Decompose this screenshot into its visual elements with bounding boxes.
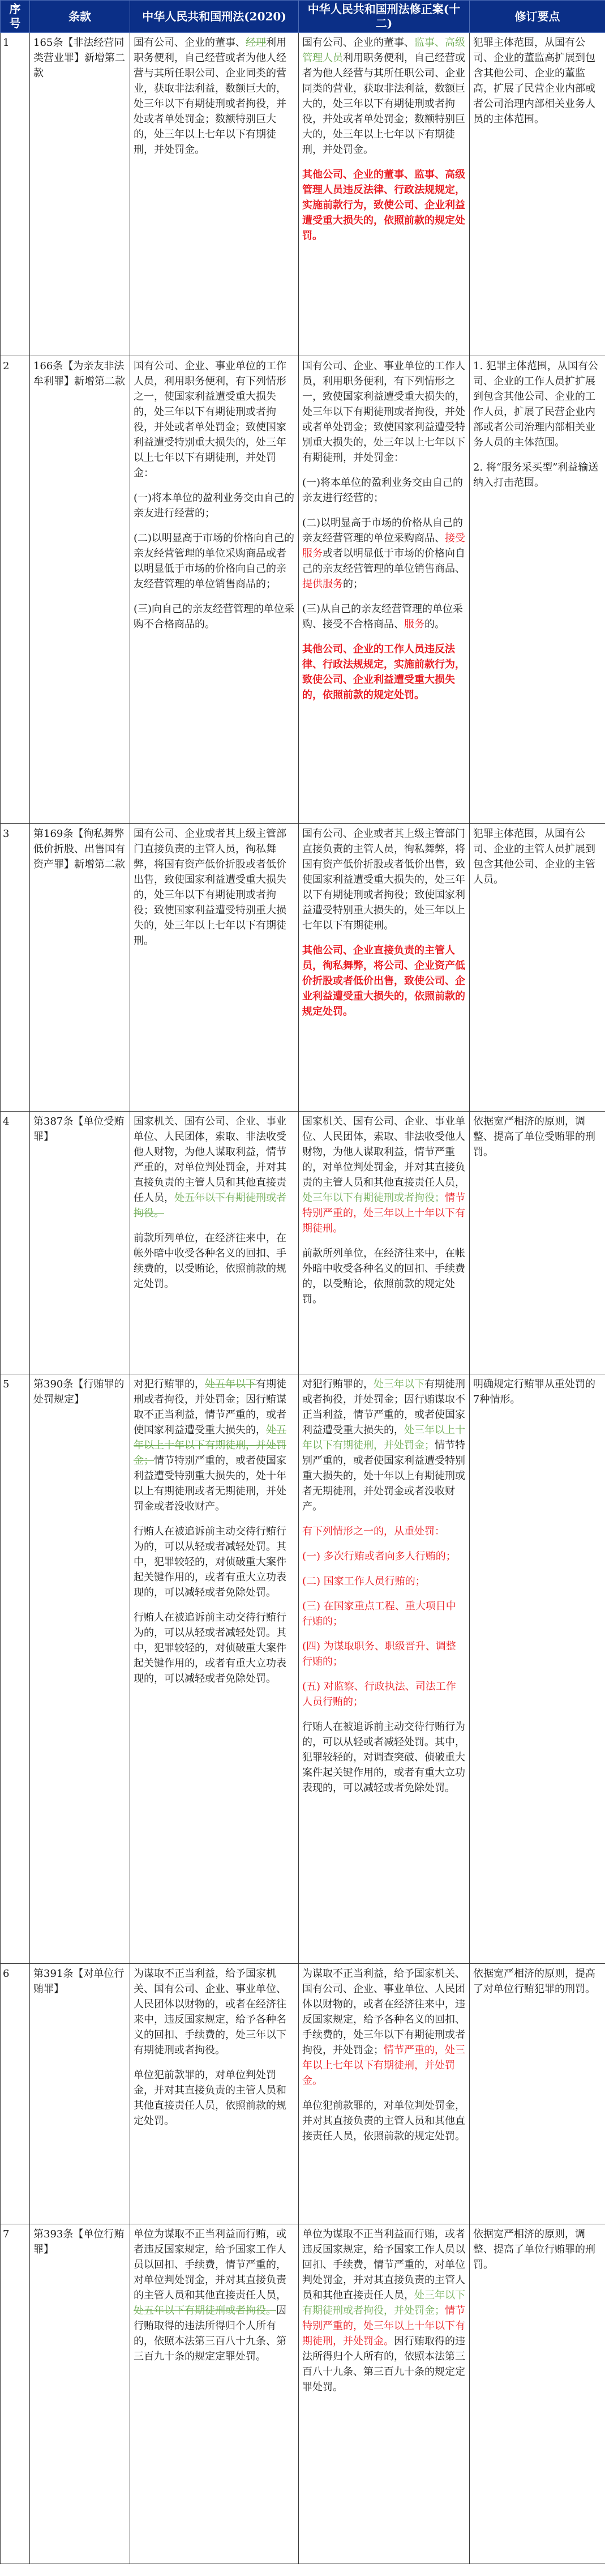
deleted-text: 处五年以下 [205,1378,256,1390]
row-article: 第391条【对单位行贿罪】 [30,1964,130,2224]
inserted-text: 情节特别严重的，处三年以上十年以下有期徒刑。 [302,1192,465,1234]
row-old-text: 国有公司、企业、事业单位的工作人员，利用职务便利，有下列情形之一，使国家利益遭受重大损失的，处三年以下有期徒刑或者拘役，并处或者单处罚金；致使国家利益遭受特别重大损失的，处三年以上七年以下有期徒刑，并处罚金： (一)将本单位的盈利业务交由自己的亲友进行经营的； (二)以明显高于市场的价格向自己的亲友经营管理的单位采购商品或者以明显低于市场的价格向自己的亲友经营管理的单位销售商品的； (三)向自己的亲友经营管理的单位采购不合格商品的。 [130,356,299,824]
row-old-text: 国有公司、企业或者其上级主管部门直接负责的主管人员，徇私舞弊，将国有资产低价折股或者低价出售，致使国家利益遭受重大损失的，处三年以下有期徒刑或者拘役；致使国家利益遭受特别重大损失的，处三年以上七年以下有期徒刑。 [130,824,299,1112]
row-seq: 5 [1,1374,30,1964]
row-old-text: 对犯行贿罪的，处五年以下有期徒刑或者拘役，并处罚金；因行贿谋取不正当利益，情节严重的，或者使国家利益遭受重大损失的，处五年以上十年以下有期徒刑，并处罚金；情节特别严重的，或者使国家利益遭受特别重大损失的，处十年以上有期徒刑或者无期徒刑，并处罚金或者没收财产。 行贿人在被追诉前主动交待行贿行为的，可以从轻或者减轻处罚。其中，犯罪较轻的，对侦破重大案件起关键作用的，或者有重大立功表现的，可以减轻或者免除处罚。 行贿人在被追诉前主动交待行贿行为的，可以从轻或者减轻处罚。其中，犯罪较轻的，对侦破重大案件起关键作用的，或者有重大立功表现的，可以减轻或者免除处罚。 [130,1374,299,1964]
header-old-law: 中华人民共和国刑法(2020) [130,1,299,33]
new-paragraph: 其他公司、企业的工作人员违反法律、行政法规规定，实施前款行为，致使公司、企业利益遭受重大损失的，依照前款的规定处罚。 [302,643,465,701]
row-old-text: 为谋取不正当利益，给予国家机关、国有公司、企业、事业单位、人民团体以财物的，或者在经济往来中，违反国家规定，给予各种名义的回扣、手续费的，处三年以下有期徒刑或者拘役。 单位犯前款罪的，对单位判处罚金，并对其直接负责的主管人员和其他直接责任人员，依照前款的规定处罚。 [130,1964,299,2224]
row-article: 第393条【单位行贿罪】 [30,2224,130,2564]
row-seq: 4 [1,1112,30,1374]
new-list-item: (三) 在国家重点工程、重大项目中行贿的； [302,1600,456,1627]
new-paragraph: 有下列情形之一的，从重处罚： [302,1526,445,1537]
row-article: 第390条【行贿罪的处罚规定】 [30,1374,130,1964]
row-points: 依据宽严相济的原则，提高了对单位行贿犯罪的刑罚。 [470,1964,605,2224]
header-article: 条款 [30,1,130,33]
deleted-text: 处五年以上十年以下有期徒刑，并处罚金； [134,1424,286,1467]
header-seq: 序号 [1,1,30,33]
inserted-text: 提供服务 [302,578,343,590]
row-new-text: 对犯行贿罪的，处三年以下有期徒刑或者拘役，并处罚金；因行贿谋取不正当利益，情节严重的，或者使国家利益遭受重大损失的，处三年以上十年以下有期徒刑，并处罚金；情节特别严重的，或者使国家利益遭受特别重大损失的，处十年以上有期徒刑或者无期徒刑，并处罚金或者没收财产。 有下列情形之一的，从重处罚： (一) 多次行贿或者向多人行贿的； (二) 国家工作人员行贿的； (三) 在国家重点工程、重大项目中行贿的； (四) 为谋取职务、职级晋升、调整行贿的； (五) 对监察、行政执法、司法工作人员行贿的； 行贿人在被追诉前主动交待行贿行为的，可以从轻或者减轻处罚。其中，犯罪较轻的，对调查突破、侦破重大案件起关键作用的，或者有重大立功表现的，可以减轻或者免除处罚。 [299,1374,470,1964]
row-article: 第387条【单位受贿罪】 [30,1112,130,1374]
row-seq: 2 [1,356,30,824]
row-seq: 1 [1,33,30,356]
new-list-item: (二) 国家工作人员行贿的； [302,1575,426,1587]
new-paragraph: 其他公司、企业的董事、监事、高级管理人员违反法律、行政法规规定，实施前款行为，致使公司、企业利益遭受重大损失的，依照前款的规定处罚。 [302,169,465,242]
row-new-text: 单位为谋取不正当利益而行贿，或者违反国家规定，给予国家工作人员以回扣、手续费，情节严重的，对单位判处罚金，并对其直接负责的主管人员和其他直接责任人员，处三年以下有期徒刑或者拘役，并处罚金；情节特别严重的，处三年以上十年以下有期徒刑，并处罚金。因行贿取得的违法所得归个人所有的，依照本法第三百八十九条、第三百九十条的规定定罪处罚。 [299,2224,470,2564]
row-new-text: 国有公司、企业、事业单位的工作人员，利用职务便利，有下列情形之一，致使国家利益遭受重大损失的，处三年以下有期徒刑或者拘役，并处或者单处罚金；致使国家利益遭受特别重大损失的，处三年以上七年以下有期徒刑，并处罚金： (一)将本单位的盈利业务交由自己的亲友进行经营的； (二)以明显高于市场的价格从自己的亲友经营管理的单位采购商品、接受服务或者以明显低于市场的价格向自己的亲友经营管理的单位销售商品、提供服务的； (三)从自己的亲友经营管理的单位采购、接受不合格商品、服务的。 其他公司、企业的工作人员违反法律、行政法规规定，实施前款行为，致使公司、企业利益遭受重大损失的，依照前款的规定处罚。 [299,356,470,824]
inserted-text: 处三年以下有期徒刑或者拘役，并处罚金； [302,2289,465,2317]
new-list-item: (五) 对监察、行政执法、司法工作人员行贿的； [302,1681,456,1708]
row-points: 明确规定行贿罪从重处罚的7种情形。 [470,1374,605,1964]
new-list-item: (一) 多次行贿或者向多人行贿的； [302,1550,456,1562]
row-old-text: 单位为谋取不正当利益而行贿，或者违反国家规定，给予国家工作人员以回扣、手续费，情节严重的，对单位判处罚金，并对其直接负责的主管人员和其他直接责任人员，处五年以下有期徒刑或者拘役。因行贿取得的违法所得归个人所有的，依照本法第三百八十九条、第三百九十条的规定定罪处罚。 [130,2224,299,2564]
row-points: 犯罪主体范围，从国有公司、企业的董监高扩展到包含其他公司、企业的董监高，扩展了民营企业内部或者公司治理内部相关业务人员的主体范围。 [470,33,605,356]
row-seq: 3 [1,824,30,1112]
deleted-text: 经理 [246,37,266,49]
row-old-text: 国家机关、国有公司、企业、事业单位、人民团体，索取、非法收受他人财物，为他人谋取利益，情节严重的，对单位判处罚金，并对其直接负责的主管人员和其他直接责任人员，处五年以下有期徒刑或者拘役。 前款所列单位，在经济往来中，在帐外暗中收受各种名义的回扣、手续费的，以受贿论，依照前款的规定处罚。 [130,1112,299,1374]
header-points: 修订要点 [470,1,605,33]
table-row [1,356,605,824]
row-seq: 7 [1,2224,30,2564]
row-new-text: 国家机关、国有公司、企业、事业单位、人民团体，索取、非法收受他人财物，为他人谋取利益，情节严重的，对单位判处罚金，并对其直接负责的主管人员和其他直接责任人员，处三年以下有期徒刑或者拘役；情节特别严重的，处三年以上十年以下有期徒刑。 前款所列单位，在经济往来中，在帐外暗中收受各种名义的回扣、手续费的，以受贿论，依照前款的规定处罚。 [299,1112,470,1374]
inserted-text: 情节严重的，处三年以上七年以下有期徒刑，并处罚金。 [302,2044,465,2087]
header-row [1,1,605,33]
row-new-text: 国有公司、企业或者其上级主管部门直接负责的主管人员，徇私舞弊，将国有资产低价折股或者低价出售，致使国家利益遭受重大损失的，处三年以下有期徒刑或者拘役；致使国家利益遭受特别重大损失的，处三年以上七年以下有期徒刑。 其他公司、企业直接负责的主管人员，徇私舞弊，将公司、企业资产低价折股或者低价出售，致使公司、企业利益遭受重大损失的，依照前款的规定处罚。 [299,824,470,1112]
row-points: 依据宽严相济的原则，调整、提高了单位受贿罪的刑罚。 [470,1112,605,1374]
inserted-text: 处三年以下有期徒刑或者拘役； [302,1192,445,1204]
deleted-text: 处五年以下有期徒刑或者拘役。 [134,1192,286,1219]
inserted-text: 监事、高级管理人员 [302,37,465,64]
table-row [1,2224,605,2564]
table-row [1,33,605,356]
inserted-text: 情节特别严重的，处三年以上十年以下有期徒刑，并处罚金。 [302,2305,465,2347]
row-seq: 6 [1,1964,30,2224]
table-row [1,824,605,1112]
row-points: 1. 犯罪主体范围，从国有公司、企业的工作人员扩扩展到包含其他公司、企业的工作人员，扩展了民营企业内部或者公司治理内部相关业务人员的主体范围。 2. 将“服务采买型”利益输送纳入打击范围。 [470,356,605,824]
row-old-text: 国有公司、企业的董事、经理利用职务便利，自己经营或者为他人经营与其所任职公司、企业同类的营业，获取非法利益，数额巨大的，处三年以下有期徒刑或者拘役，并处或者单处罚金；数额特别巨大的，处三年以上七年以下有期徒刑，并处罚金。 [130,33,299,356]
deleted-text: 处五年以下有期徒刑或者拘役。 [134,2305,276,2317]
row-new-text: 国有公司、企业的董事、监事、高级管理人员利用职务便利，自己经营或者为他人经营与其所任职公司、企业同类的营业，获取非法利益，数额巨大的，处三年以下有期徒刑或者拘役，并处或者单处罚金；数额特别巨大的，处三年以上七年以下有期徒刑，并处罚金。 其他公司、企业的董事、监事、高级管理人员违反法律、行政法规规定，实施前款行为，致使公司、企业利益遭受重大损失的，依照前款的规定处罚。 [299,33,470,356]
new-paragraph: 其他公司、企业直接负责的主管人员，徇私舞弊，将公司、企业资产低价折股或者低价出售，致使公司、企业利益遭受重大损失的，依照前款的规定处罚。 [302,945,465,1018]
table-row [1,1964,605,2224]
inserted-text: 处三年以上十年以下有期徒刑，并处罚金； [302,1424,465,1451]
new-list-item: (四) 为谋取职务、职级晋升、调整行贿的； [302,1641,456,1668]
row-article: 166条【为亲友非法牟利罪】新增第二款 [30,356,130,824]
inserted-text: 处三年以下 [374,1378,424,1390]
inserted-text: 接受服务 [302,532,465,559]
inserted-text: 服务 [404,618,424,630]
row-new-text: 为谋取不正当利益，给予国家机关、国有公司、企业、事业单位、人民团体以财物的，或者在经济往来中，违反国家规定，给予各种名义的回扣、手续费的，处三年以下有期徒刑或者拘役，并处罚金；情节严重的，处三年以上七年以下有期徒刑，并处罚金。 单位犯前款罪的，对单位判处罚金，并对其直接负责的主管人员和其他直接责任人员，依照前款的规定处罚。 [299,1964,470,2224]
row-article: 第169条【徇私舞弊低价折股、出售国有资产罪】新增第二款 [30,824,130,1112]
row-points: 犯罪主体范围，从国有公司、企业的主管人员扩展到包含其他公司、企业的主管人员。 [470,824,605,1112]
table-row [1,1374,605,1964]
table-row [1,1112,605,1374]
header-new-law: 中华人民共和国刑法修正案(十二) [299,1,470,33]
row-article: 165条【非法经营同类营业罪】新增第二款 [30,33,130,356]
row-points: 依据宽严相济的原则，调整、提高了单位行贿罪的刑罚。 [470,2224,605,2564]
